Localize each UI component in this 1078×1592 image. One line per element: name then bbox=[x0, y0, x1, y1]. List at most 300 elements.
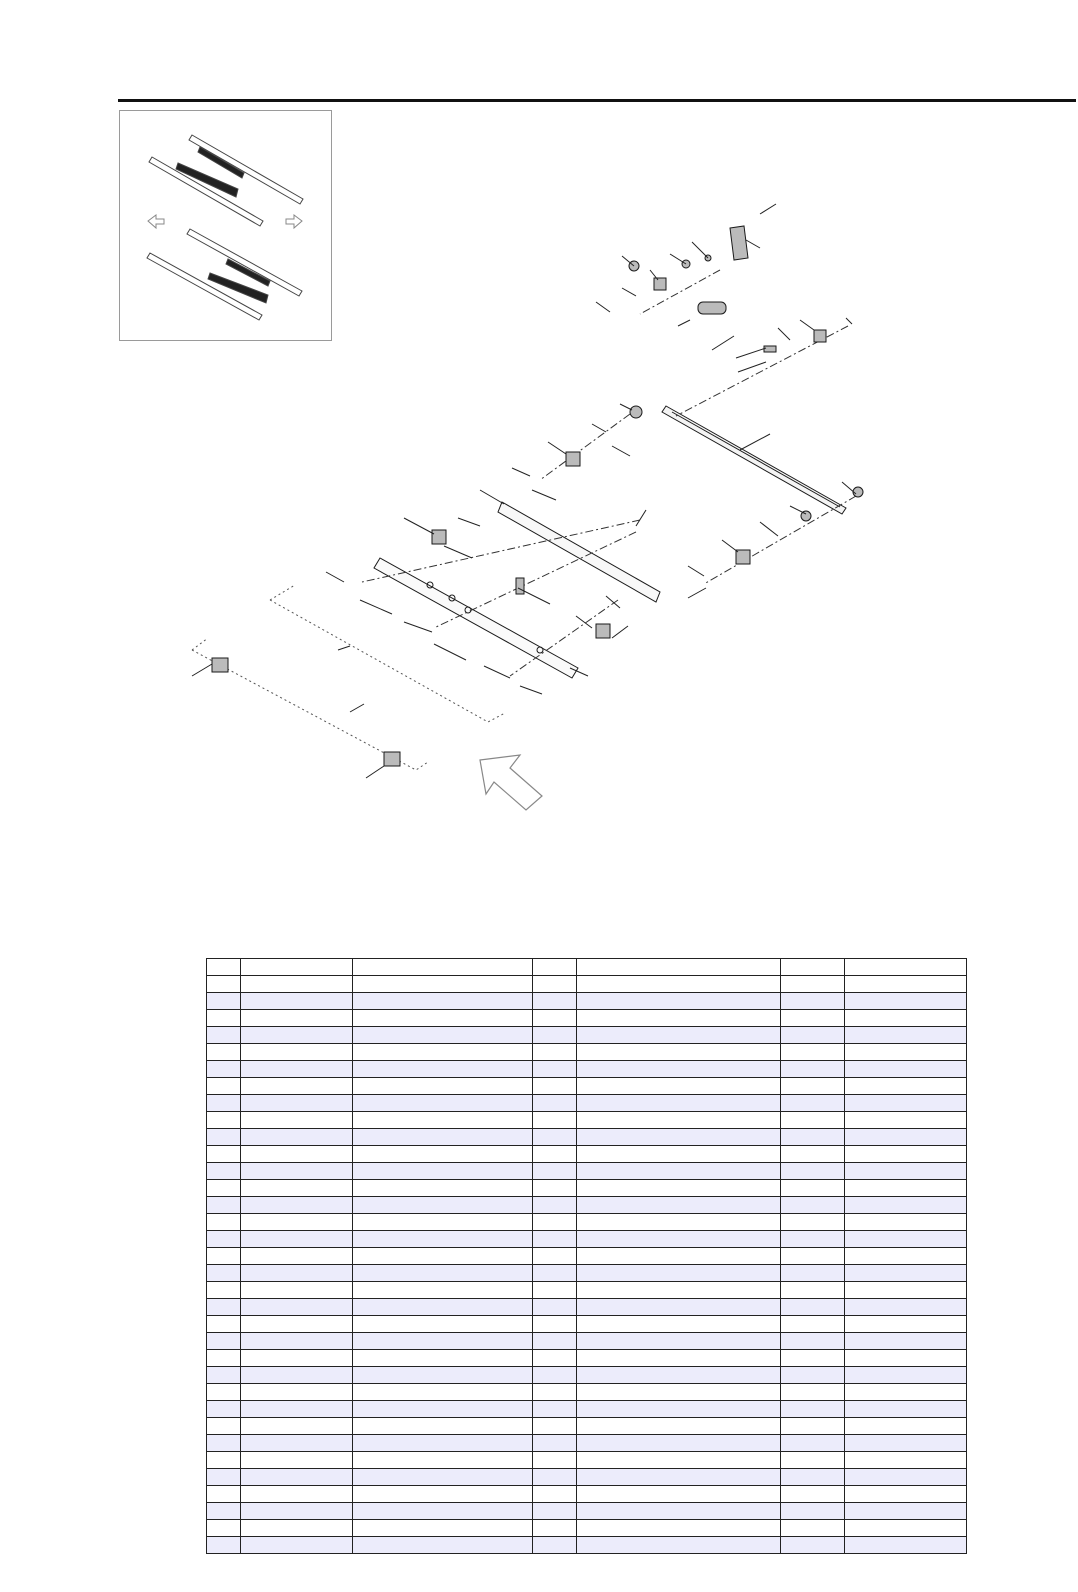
leader-line bbox=[790, 506, 806, 514]
clamp-block bbox=[432, 530, 446, 544]
table-cell bbox=[845, 1163, 967, 1180]
rail-groove bbox=[672, 412, 840, 507]
leader-line bbox=[484, 666, 510, 678]
table-cell bbox=[207, 1401, 241, 1418]
table-cell bbox=[353, 1095, 533, 1112]
table-cell bbox=[533, 1503, 577, 1520]
table-row bbox=[207, 1452, 967, 1469]
table-cell bbox=[533, 1180, 577, 1197]
table-cell bbox=[577, 1333, 781, 1350]
table-cell bbox=[241, 1163, 353, 1180]
leader-line bbox=[360, 600, 392, 614]
mounting-bracket bbox=[730, 226, 748, 260]
table-cell bbox=[241, 1248, 353, 1265]
table-cell bbox=[533, 1061, 577, 1078]
leader-line bbox=[760, 204, 776, 214]
table-cell bbox=[241, 1214, 353, 1231]
table-cell bbox=[577, 1435, 781, 1452]
table-cell bbox=[353, 1112, 533, 1129]
leader-line bbox=[738, 362, 766, 372]
table-cell bbox=[577, 1503, 781, 1520]
table-cell bbox=[241, 1197, 353, 1214]
table-cell bbox=[241, 1044, 353, 1061]
table-cell bbox=[577, 1010, 781, 1027]
table-cell bbox=[241, 1537, 353, 1554]
table-cell bbox=[781, 1044, 845, 1061]
table-cell bbox=[577, 1248, 781, 1265]
table-cell bbox=[533, 1214, 577, 1231]
table-cell bbox=[577, 1265, 781, 1282]
table-cell bbox=[207, 1129, 241, 1146]
table-cell bbox=[207, 1078, 241, 1095]
leader-line bbox=[366, 766, 384, 778]
leader-line bbox=[518, 588, 550, 604]
leader-line bbox=[678, 320, 690, 326]
table-cell bbox=[533, 1367, 577, 1384]
table-row bbox=[207, 1044, 967, 1061]
table-cell bbox=[207, 1231, 241, 1248]
table-cell bbox=[533, 1231, 577, 1248]
table-cell bbox=[533, 1452, 577, 1469]
table-cell bbox=[577, 1486, 781, 1503]
table-cell bbox=[207, 1214, 241, 1231]
table-body bbox=[207, 976, 967, 1554]
table-cell bbox=[577, 1061, 781, 1078]
table-cell bbox=[207, 1384, 241, 1401]
table-cell bbox=[577, 1078, 781, 1095]
cylinder-bracket bbox=[814, 330, 826, 342]
table-cell bbox=[577, 1316, 781, 1333]
table-cell bbox=[577, 1520, 781, 1537]
table-cell bbox=[353, 1316, 533, 1333]
table-cell bbox=[353, 1163, 533, 1180]
table-cell bbox=[781, 1520, 845, 1537]
table-row bbox=[207, 1010, 967, 1027]
table-cell bbox=[207, 1027, 241, 1044]
table-cell bbox=[353, 1452, 533, 1469]
table-cell bbox=[533, 1384, 577, 1401]
table-cell bbox=[781, 993, 845, 1010]
leader-line bbox=[692, 242, 708, 258]
table-row bbox=[207, 1129, 967, 1146]
exploded-parts-diagram bbox=[0, 180, 1078, 840]
table-cell bbox=[577, 1044, 781, 1061]
assembly-axis-line bbox=[540, 414, 630, 480]
table-cell bbox=[781, 1231, 845, 1248]
leader-line bbox=[596, 302, 610, 312]
table-cell bbox=[353, 1214, 533, 1231]
table-cell bbox=[241, 1316, 353, 1333]
table-cell bbox=[577, 1095, 781, 1112]
table-cell bbox=[577, 1401, 781, 1418]
table-cell bbox=[577, 1112, 781, 1129]
table-cell bbox=[845, 1486, 967, 1503]
washer-part bbox=[630, 406, 642, 418]
group-bracket-upper bbox=[270, 585, 505, 722]
leader-line bbox=[444, 546, 472, 558]
table-cell bbox=[241, 1350, 353, 1367]
table-cell bbox=[533, 1146, 577, 1163]
leader-line bbox=[326, 572, 344, 582]
table-cell bbox=[353, 1197, 533, 1214]
leader-line bbox=[846, 318, 852, 324]
table-cell bbox=[845, 1214, 967, 1231]
table-cell bbox=[533, 1520, 577, 1537]
table-cell bbox=[533, 1163, 577, 1180]
table-cell bbox=[207, 1112, 241, 1129]
table-cell bbox=[241, 1367, 353, 1384]
end-cap-part bbox=[853, 487, 863, 497]
table-row bbox=[207, 1112, 967, 1129]
table-cell bbox=[845, 1316, 967, 1333]
table-cell bbox=[845, 1248, 967, 1265]
table-cell bbox=[241, 1112, 353, 1129]
table-cell bbox=[845, 1027, 967, 1044]
table-row bbox=[207, 1469, 967, 1486]
table-cell bbox=[533, 1112, 577, 1129]
table-cell bbox=[353, 1384, 533, 1401]
table-cell bbox=[845, 1112, 967, 1129]
table-cell bbox=[781, 1095, 845, 1112]
table-cell bbox=[353, 1146, 533, 1163]
table-cell bbox=[353, 976, 533, 993]
table-cell bbox=[845, 1503, 967, 1520]
table-row bbox=[207, 976, 967, 993]
table-cell bbox=[353, 1333, 533, 1350]
table-cell bbox=[241, 1503, 353, 1520]
table-cell bbox=[845, 1333, 967, 1350]
table-cell bbox=[207, 1333, 241, 1350]
table-cell bbox=[781, 1078, 845, 1095]
table-header-cell bbox=[781, 959, 845, 976]
table-row bbox=[207, 1503, 967, 1520]
table-cell bbox=[845, 1299, 967, 1316]
table-cell bbox=[533, 1537, 577, 1554]
table-cell bbox=[241, 1180, 353, 1197]
table-cell bbox=[207, 1248, 241, 1265]
table-cell bbox=[207, 1350, 241, 1367]
table-cell bbox=[353, 1265, 533, 1282]
table-row bbox=[207, 1197, 967, 1214]
table-cell bbox=[781, 1163, 845, 1180]
table-cell bbox=[533, 1027, 577, 1044]
leader-line bbox=[548, 442, 566, 454]
table-cell bbox=[207, 1367, 241, 1384]
table-row bbox=[207, 1265, 967, 1282]
leader-line bbox=[688, 566, 704, 576]
table-cell bbox=[845, 1537, 967, 1554]
table-cell bbox=[241, 1027, 353, 1044]
leader-line bbox=[512, 468, 530, 476]
table-header-row bbox=[207, 959, 967, 976]
table-cell bbox=[845, 1231, 967, 1248]
table-cell bbox=[207, 1299, 241, 1316]
table-cell bbox=[781, 1299, 845, 1316]
table-cell bbox=[845, 993, 967, 1010]
table-cell bbox=[577, 1146, 781, 1163]
table-row bbox=[207, 1486, 967, 1503]
table-cell bbox=[781, 1537, 845, 1554]
table-cell bbox=[533, 1333, 577, 1350]
table-cell bbox=[533, 1095, 577, 1112]
table-cell bbox=[353, 1537, 533, 1554]
table-cell bbox=[533, 1265, 577, 1282]
table-cell bbox=[845, 1197, 967, 1214]
table-cell bbox=[533, 976, 577, 993]
table-row bbox=[207, 1418, 967, 1435]
table-cell bbox=[241, 1010, 353, 1027]
table-row bbox=[207, 1180, 967, 1197]
table-cell bbox=[207, 1503, 241, 1520]
leader-line bbox=[688, 588, 706, 598]
leader-line bbox=[404, 518, 434, 534]
table-cell bbox=[353, 1044, 533, 1061]
leader-line bbox=[338, 646, 350, 650]
slider-pad bbox=[764, 346, 776, 352]
table-cell bbox=[781, 1282, 845, 1299]
leader-line bbox=[712, 336, 734, 350]
block-part bbox=[654, 278, 666, 290]
leader-line bbox=[800, 320, 814, 330]
table-cell bbox=[241, 1231, 353, 1248]
leader-line bbox=[480, 490, 504, 504]
table-header-cell bbox=[207, 959, 241, 976]
table-cell bbox=[207, 1061, 241, 1078]
table-cell bbox=[577, 1452, 781, 1469]
table-cell bbox=[207, 1537, 241, 1554]
table-cell bbox=[781, 1061, 845, 1078]
table-row bbox=[207, 1163, 967, 1180]
leader-line bbox=[740, 434, 770, 450]
table-row bbox=[207, 1078, 967, 1095]
table-cell bbox=[353, 1231, 533, 1248]
table-cell bbox=[241, 1384, 353, 1401]
table-cell bbox=[781, 1197, 845, 1214]
table-cell bbox=[577, 1214, 781, 1231]
table-cell bbox=[533, 1418, 577, 1435]
table-cell bbox=[533, 1044, 577, 1061]
table-cell bbox=[353, 1248, 533, 1265]
leader-line bbox=[746, 240, 760, 248]
table-cell bbox=[207, 1469, 241, 1486]
leader-line bbox=[434, 644, 466, 660]
table-header-cell bbox=[577, 959, 781, 976]
leader-line bbox=[350, 704, 364, 712]
table-cell bbox=[207, 1418, 241, 1435]
table-cell bbox=[241, 1095, 353, 1112]
table-cell bbox=[353, 1027, 533, 1044]
table-cell bbox=[353, 1435, 533, 1452]
table-cell bbox=[353, 1129, 533, 1146]
front-direction-arrow-icon bbox=[480, 755, 542, 810]
table-cell bbox=[577, 1163, 781, 1180]
top-horizontal-rule bbox=[118, 99, 1076, 102]
table-cell bbox=[241, 1469, 353, 1486]
table-cell bbox=[207, 1010, 241, 1027]
table-cell bbox=[241, 1435, 353, 1452]
table-cell bbox=[577, 1384, 781, 1401]
table-cell bbox=[781, 1027, 845, 1044]
table-cell bbox=[207, 1265, 241, 1282]
table-cell bbox=[781, 1265, 845, 1282]
leader-line bbox=[636, 510, 646, 526]
table-cell bbox=[845, 1401, 967, 1418]
table-cell bbox=[241, 1401, 353, 1418]
table-cell bbox=[845, 1418, 967, 1435]
table-cell bbox=[207, 1180, 241, 1197]
leader-line bbox=[736, 348, 766, 358]
spacer-block bbox=[516, 578, 524, 594]
table-cell bbox=[781, 1248, 845, 1265]
table-cell bbox=[845, 1129, 967, 1146]
table-cell bbox=[353, 1503, 533, 1520]
table-cell bbox=[353, 1520, 533, 1537]
table-cell bbox=[241, 1486, 353, 1503]
table-row bbox=[207, 1350, 967, 1367]
table-cell bbox=[207, 1163, 241, 1180]
table-cell bbox=[241, 1265, 353, 1282]
table-cell bbox=[781, 1350, 845, 1367]
leader-line bbox=[722, 540, 738, 552]
table-header-cell bbox=[845, 959, 967, 976]
table-cell bbox=[533, 1197, 577, 1214]
table-cell bbox=[577, 993, 781, 1010]
table-cell bbox=[207, 1316, 241, 1333]
clamp-block bbox=[596, 624, 610, 638]
assembly-axis-line bbox=[362, 520, 640, 582]
table-cell bbox=[845, 976, 967, 993]
table-cell bbox=[845, 1146, 967, 1163]
table-cell bbox=[353, 993, 533, 1010]
table-cell bbox=[781, 1401, 845, 1418]
leader-line bbox=[670, 254, 686, 264]
table-cell bbox=[207, 1435, 241, 1452]
table-cell bbox=[533, 1282, 577, 1299]
table-cell bbox=[845, 1367, 967, 1384]
table-cell bbox=[577, 1350, 781, 1367]
table-cell bbox=[533, 1469, 577, 1486]
table-cell bbox=[207, 1044, 241, 1061]
table-cell bbox=[845, 1010, 967, 1027]
corner-bracket bbox=[384, 752, 400, 766]
leader-line bbox=[760, 522, 778, 536]
table-cell bbox=[241, 1418, 353, 1435]
table-cell bbox=[207, 1197, 241, 1214]
table-cell bbox=[241, 1061, 353, 1078]
table-cell bbox=[781, 976, 845, 993]
table-cell bbox=[533, 1350, 577, 1367]
table-cell bbox=[781, 1469, 845, 1486]
table-cell bbox=[353, 1299, 533, 1316]
table-cell bbox=[353, 1418, 533, 1435]
table-row bbox=[207, 993, 967, 1010]
table-row bbox=[207, 1333, 967, 1350]
leader-line bbox=[612, 626, 628, 638]
table-cell bbox=[845, 1282, 967, 1299]
table-cell bbox=[845, 1265, 967, 1282]
table-cell bbox=[241, 1299, 353, 1316]
table-cell bbox=[781, 1146, 845, 1163]
table-cell bbox=[577, 1129, 781, 1146]
parts-list-table bbox=[206, 958, 967, 1554]
table-cell bbox=[781, 1333, 845, 1350]
table-cell bbox=[241, 1452, 353, 1469]
table-cell bbox=[781, 1435, 845, 1452]
table-header-cell bbox=[533, 959, 577, 976]
table-cell bbox=[845, 1350, 967, 1367]
leader-line bbox=[778, 328, 790, 340]
table-cell bbox=[577, 1299, 781, 1316]
table-row bbox=[207, 1027, 967, 1044]
leader-line bbox=[192, 664, 212, 676]
table-cell bbox=[577, 1418, 781, 1435]
table-cell bbox=[207, 993, 241, 1010]
leader-line bbox=[532, 490, 556, 500]
table-cell bbox=[353, 1350, 533, 1367]
table-cell bbox=[577, 1027, 781, 1044]
table-cell bbox=[845, 1469, 967, 1486]
table-cell bbox=[781, 1418, 845, 1435]
table-cell bbox=[207, 1282, 241, 1299]
table-cell bbox=[241, 1078, 353, 1095]
table-cell bbox=[241, 1333, 353, 1350]
table-cell bbox=[781, 1214, 845, 1231]
table-cell bbox=[577, 1180, 781, 1197]
table-row bbox=[207, 1248, 967, 1265]
table-cell bbox=[353, 1486, 533, 1503]
table-cell bbox=[353, 1401, 533, 1418]
table-cell bbox=[577, 1282, 781, 1299]
table-cell bbox=[577, 1197, 781, 1214]
table-row bbox=[207, 1435, 967, 1452]
table-cell bbox=[241, 993, 353, 1010]
table-cell bbox=[781, 1486, 845, 1503]
table-row bbox=[207, 1146, 967, 1163]
table-cell bbox=[533, 1401, 577, 1418]
table-cell bbox=[207, 1095, 241, 1112]
table-cell bbox=[533, 1316, 577, 1333]
table-cell bbox=[781, 1503, 845, 1520]
table-cell bbox=[207, 1486, 241, 1503]
table-cell bbox=[845, 1384, 967, 1401]
table-cell bbox=[781, 1367, 845, 1384]
table-cell bbox=[781, 1316, 845, 1333]
leader-line bbox=[576, 616, 592, 628]
table-row bbox=[207, 1299, 967, 1316]
table-cell bbox=[533, 1248, 577, 1265]
table-cell bbox=[353, 1078, 533, 1095]
leader-line bbox=[842, 482, 856, 494]
table-cell bbox=[207, 976, 241, 993]
table-cell bbox=[577, 1537, 781, 1554]
table-cell bbox=[353, 1367, 533, 1384]
corner-bracket bbox=[212, 658, 228, 672]
table-cell bbox=[207, 1452, 241, 1469]
leader-line bbox=[592, 424, 606, 432]
table-cell bbox=[241, 1129, 353, 1146]
table-row bbox=[207, 1367, 967, 1384]
leader-line bbox=[612, 446, 630, 456]
table-row bbox=[207, 1384, 967, 1401]
table-row bbox=[207, 1401, 967, 1418]
table-row bbox=[207, 1095, 967, 1112]
table-cell bbox=[781, 1129, 845, 1146]
clamp-block bbox=[566, 452, 580, 466]
table-header-cell bbox=[353, 959, 533, 976]
leader-line bbox=[404, 622, 432, 632]
table-cell bbox=[845, 1435, 967, 1452]
table-cell bbox=[533, 1486, 577, 1503]
